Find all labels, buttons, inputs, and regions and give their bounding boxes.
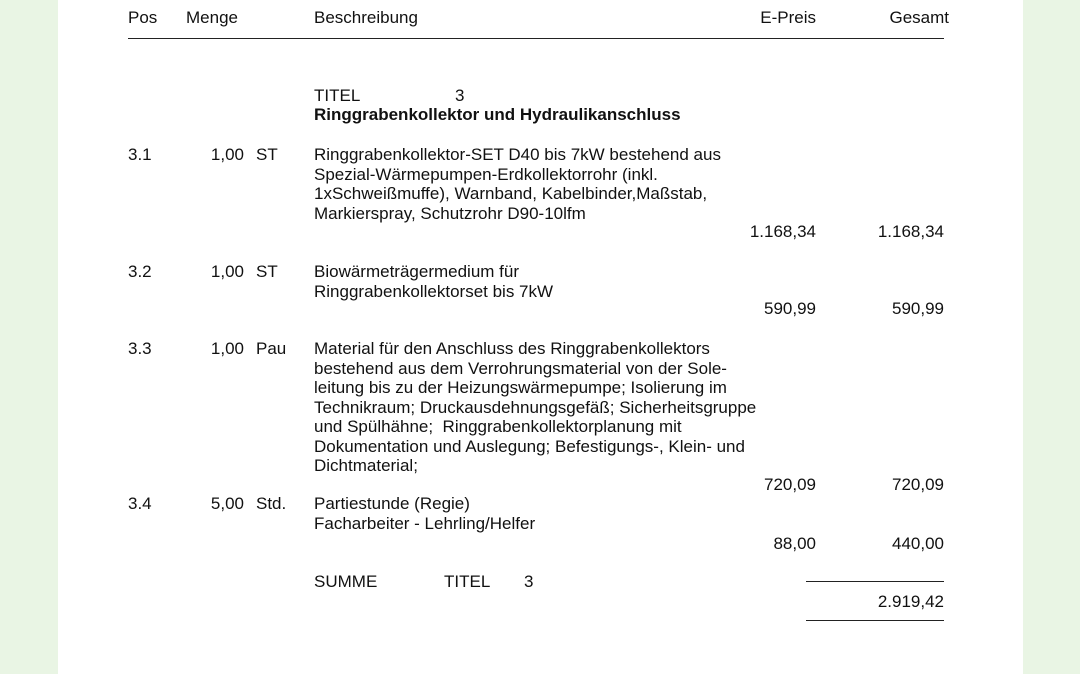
item-pos: 3.2 — [128, 262, 152, 281]
item-unit-price: 720,09 — [764, 475, 816, 494]
item-unit-price: 88,00 — [773, 534, 816, 553]
item-qty: 1,00 — [210, 145, 244, 164]
item-description: Ringgrabenkollektor-SET D40 bis 7kW bestehend aus Spezial-Wärmepumpen-Erdkollektorrohr (inkl. 1xSchweißmuffe), Warnband, Kabelbinder,Maßstab, Markierspray, Schutzrohr D90-10lfm — [314, 145, 721, 223]
title-name: Ringgrabenkollektor und Hydraulikanschluss — [314, 105, 681, 124]
item-unit-price: 1.168,34 — [749, 222, 816, 241]
item-qty: 1,00 — [210, 262, 244, 281]
item-unit-price: 590,99 — [764, 299, 816, 318]
invoice-page — [58, 0, 1023, 674]
item-unit: ST — [256, 145, 278, 164]
header-pos: Pos — [128, 8, 158, 27]
header-menge: Menge — [186, 8, 238, 27]
summary-titel: TITEL — [444, 572, 491, 591]
item-unit: ST — [256, 262, 278, 281]
header-rule — [128, 38, 944, 39]
item-description: Partiestunde (Regie) Facharbeiter - Lehrling/Helfer — [314, 494, 536, 533]
header-beschreibung: Beschreibung — [314, 8, 418, 27]
header-epreis: E-Preis — [760, 8, 816, 27]
item-total: 1.168,34 — [877, 222, 944, 241]
summary-rule-bottom — [806, 620, 944, 621]
item-description: Biowärmeträgermedium für Ringgrabenkollektorset bis 7kW — [314, 262, 554, 301]
item-unit: Std. — [256, 494, 287, 513]
item-total: 720,09 — [892, 475, 944, 494]
header-gesamt: Gesamt — [889, 8, 949, 27]
item-qty: 5,00 — [210, 494, 244, 513]
item-pos: 3.1 — [128, 145, 152, 164]
item-pos: 3.4 — [128, 494, 152, 513]
summary-rule-top — [806, 581, 944, 582]
summary-label: SUMME — [314, 572, 378, 591]
item-qty: 1,00 — [210, 339, 244, 358]
title-number: 3 — [455, 86, 465, 105]
title-label: TITEL — [314, 86, 361, 105]
summary-number: 3 — [524, 572, 534, 591]
item-unit: Pau — [256, 339, 287, 358]
item-pos: 3.3 — [128, 339, 152, 358]
item-total: 590,99 — [892, 299, 944, 318]
summary-total: 2.919,42 — [877, 592, 944, 611]
item-total: 440,00 — [892, 534, 944, 553]
item-description: Material für den Anschluss des Ringgrabenkollektors bestehend aus dem Verrohrungsmaterial von der Sole- leitung bis zu der Heizungswärmepumpe; Isolierung im Technikraum; Druckausdehnungsgefäß; Sicherheitsgruppe und Spülhähne; Ringgrabenkollektorplanung mit Dokumentation und Auslegung; Befestigungs-, Klein- und Dichtmaterial; — [314, 339, 757, 475]
